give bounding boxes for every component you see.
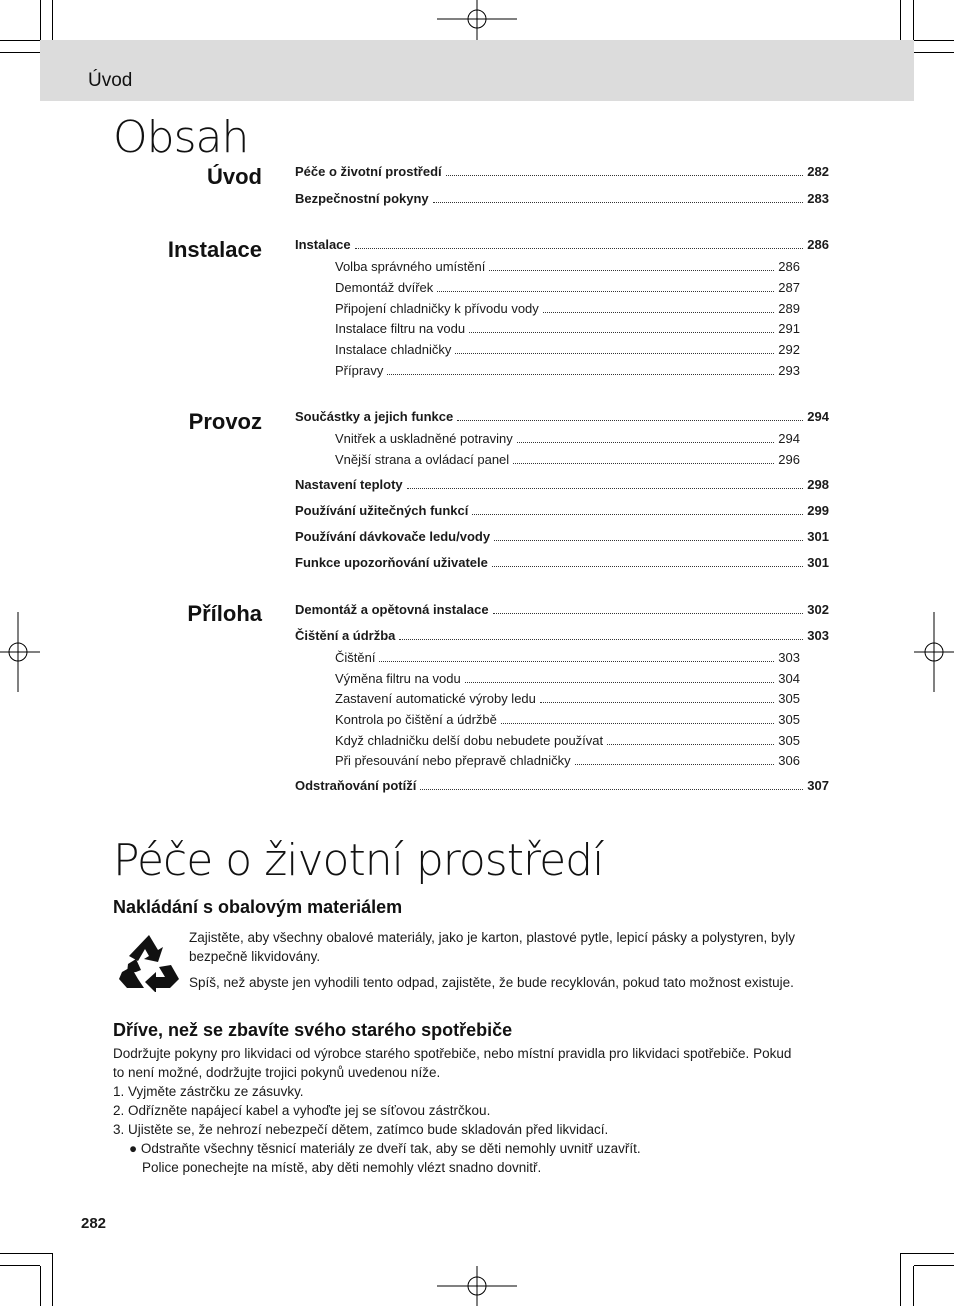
paragraph-line: to není možné, dodržujte trojici pokynů uvedenou níže. [113, 1065, 441, 1080]
toc-entry-page: 289 [778, 301, 800, 316]
paragraph-line: Zajistěte, aby všechny obalové materiály, jako je karton, plastové pytle, lepicí pásky a polystyren, byly [189, 930, 796, 945]
toc-entry-page: 294 [807, 409, 829, 424]
toc-entry-label: Když chladničku delší dobu nebudete používat [335, 733, 604, 748]
toc-leader [355, 247, 804, 249]
toc-leader [575, 763, 775, 765]
toc-leader [457, 419, 803, 421]
toc-entry-label: Při přesouvání nebo přepravě chladničky [335, 753, 571, 768]
toc-entry-page: 286 [778, 259, 800, 274]
toc-entry[interactable] [295, 503, 829, 518]
paragraph-line: bezpečně likvidovány. [189, 949, 321, 964]
toc-leader [517, 441, 775, 443]
toc-entry-label: Demontáž dvířek [335, 280, 434, 295]
toc-entry[interactable] [295, 555, 829, 570]
toc-subentry[interactable] [335, 363, 800, 378]
toc-entry-label: Instalace chladničky [335, 342, 452, 357]
toc-entry-page: 294 [778, 431, 800, 446]
section-label-uvod: Úvod [207, 164, 262, 189]
toc-entry-label: Instalace filtru na vodu [335, 321, 466, 336]
toc-entry-label: Péče o životní prostředí [295, 164, 442, 179]
toc-leader [387, 373, 774, 375]
toc-entry[interactable] [295, 602, 829, 617]
environment-title: Péče o životní prostředí [113, 835, 604, 886]
toc-leader [472, 513, 803, 515]
paragraph-line: Dodržujte pokyny pro likvidaci od výrobce starého spotřebiče, nebo místní pravidla pro likvidaci spotřebiče. Pokud [113, 1046, 792, 1061]
toc-subentry[interactable] [335, 452, 800, 467]
toc-entry-page: 291 [778, 321, 800, 336]
toc-entry-page: 296 [778, 452, 800, 467]
toc-entry[interactable] [295, 409, 829, 424]
toc-leader [437, 290, 774, 292]
toc-entry[interactable] [295, 477, 829, 492]
toc-entry-label: Výměna filtru na vodu [335, 671, 461, 686]
toc-subentry[interactable] [335, 280, 800, 295]
packaging-heading: Nakládání s obalovým materiálem [113, 897, 403, 917]
toc-leader [407, 487, 804, 489]
toc-entry-page: 283 [807, 191, 829, 206]
toc-entry-label: Zastavení automatické výroby ledu [335, 691, 536, 706]
toc-entry[interactable] [295, 191, 829, 206]
toc-entry-page: 303 [778, 650, 800, 665]
toc-entry-label: Bezpečnostní pokyny [295, 191, 429, 206]
toc-leader [433, 201, 804, 203]
toc-entry-page: 307 [807, 778, 829, 793]
page-number: 282 [81, 1215, 107, 1232]
toc-leader [379, 660, 774, 662]
toc-entry-label: Vnější strana a ovládací panel [335, 452, 510, 467]
toc-subentry[interactable] [335, 431, 800, 446]
toc-entry-label: Volba správného umístění [335, 259, 486, 274]
toc-entry[interactable] [295, 529, 829, 544]
toc-entry-label: Přípravy [335, 363, 384, 378]
toc-entry-label: Používání dávkovače ledu/vody [295, 529, 491, 544]
toc-entry-label: Kontrola po čištění a údržbě [335, 712, 497, 727]
toc-entry-page: 301 [807, 555, 829, 570]
chapter-header-band [40, 40, 914, 101]
disposal-bullet: ● Odstraňte všechny těsnicí materiály ze dveří tak, aby se děti nemohly uvnitř uzavřít. [129, 1141, 641, 1156]
toc-entry-label: Nastavení teploty [295, 477, 403, 492]
toc-entry-label: Instalace [295, 237, 351, 252]
toc-subentry[interactable] [335, 301, 800, 316]
toc-title: Obsah [113, 112, 249, 163]
toc-entry-label: Vnitřek a uskladněné potraviny [335, 431, 513, 446]
recycle-icon [118, 932, 180, 992]
toc-leader [469, 331, 774, 333]
packaging-paragraph-2: Spíš, než abyste jen vyhodili tento odpad, zajistěte, že bude recyklován, pokud tato možnost existuje. [189, 975, 794, 990]
toc-leader [513, 462, 774, 464]
toc-entry-label: Demontáž a opětovná instalace [295, 602, 489, 617]
toc-subentry[interactable] [335, 650, 800, 665]
toc-subentry[interactable] [335, 671, 800, 686]
toc-leader [493, 612, 804, 614]
toc-entry-page: 306 [778, 753, 800, 768]
toc-leader [494, 539, 803, 541]
toc-entry-page: 292 [778, 342, 800, 357]
registration-mark-left [0, 612, 40, 692]
toc-leader [465, 681, 775, 683]
toc-entry[interactable] [295, 164, 829, 179]
toc-entry[interactable] [295, 237, 829, 252]
disposal-heading: Dříve, než se zbavíte svého starého spotřebiče [113, 1020, 513, 1040]
disposal-bullet-continuation: Police ponechejte na místě, aby děti nemohly vlézt snadno dovnitř. [142, 1160, 542, 1175]
toc-subentry[interactable] [335, 321, 800, 336]
disposal-text [113, 1044, 791, 1177]
toc-subentry[interactable] [335, 733, 800, 748]
toc-leader [455, 352, 774, 354]
toc-entry-label: Funkce upozorňování uživatele [295, 555, 488, 570]
toc-entry-page: 299 [807, 503, 829, 518]
toc-entry[interactable] [295, 628, 829, 643]
disposal-step-1: 1. Vyjměte zástrčku ze zásuvky. [113, 1084, 304, 1099]
packaging-paragraph-1 [189, 928, 795, 966]
toc-leader [399, 638, 803, 640]
registration-mark-top [437, 0, 517, 40]
toc-subentry[interactable] [335, 753, 800, 768]
toc-entry-page: 303 [807, 628, 829, 643]
toc-entry-label: Součástky a jejich funkce [295, 409, 454, 424]
section-label-provoz: Provoz [188, 409, 262, 434]
toc-subentry[interactable] [335, 342, 800, 357]
toc-entry-page: 293 [778, 363, 800, 378]
section-label-priloha: Příloha [187, 601, 262, 626]
toc-leader [540, 701, 774, 703]
registration-mark-right [914, 612, 954, 692]
registration-mark-bottom [437, 1266, 517, 1306]
toc-entry-page: 304 [778, 671, 800, 686]
toc-leader [446, 174, 804, 176]
toc-leader [492, 565, 803, 567]
toc-leader [501, 722, 774, 724]
toc-entry-label: Čištění [335, 650, 376, 665]
toc-entry-label: Připojení chladničky k přívodu vody [335, 301, 539, 316]
toc-entry-page: 305 [778, 691, 800, 706]
section-label-instalace: Instalace [167, 237, 262, 262]
toc-entry-page: 302 [807, 602, 829, 617]
toc-entry[interactable] [295, 778, 829, 793]
toc-entry-page: 305 [778, 712, 800, 727]
chapter-header-label: Úvod [88, 70, 133, 91]
toc-entry-page: 305 [778, 733, 800, 748]
toc-entry-page: 282 [807, 164, 829, 179]
toc-entry-page: 298 [807, 477, 829, 492]
toc-entry-label: Odstraňování potíží [295, 778, 417, 793]
disposal-step-3: 3. Ujistěte se, že nehrozí nebezpečí dětem, zatímco bude skladován před likvidací. [113, 1122, 609, 1137]
toc-leader [420, 788, 803, 790]
toc-entry-page: 286 [807, 237, 829, 252]
toc-subentry[interactable] [335, 259, 800, 274]
toc-subentry[interactable] [335, 712, 800, 727]
toc-entry-label: Používání užitečných funkcí [295, 503, 469, 518]
toc-entry-label: Čištění a údržba [295, 628, 396, 643]
disposal-step-2: 2. Odřízněte napájecí kabel a vyhoďte jej se síťovou zástrčkou. [113, 1103, 491, 1118]
toc-entry-page: 301 [807, 529, 829, 544]
toc-leader [607, 743, 774, 745]
toc-entry-page: 287 [778, 280, 800, 295]
toc-leader [489, 269, 774, 271]
toc-subentry[interactable] [335, 691, 800, 706]
toc-leader [543, 311, 775, 313]
